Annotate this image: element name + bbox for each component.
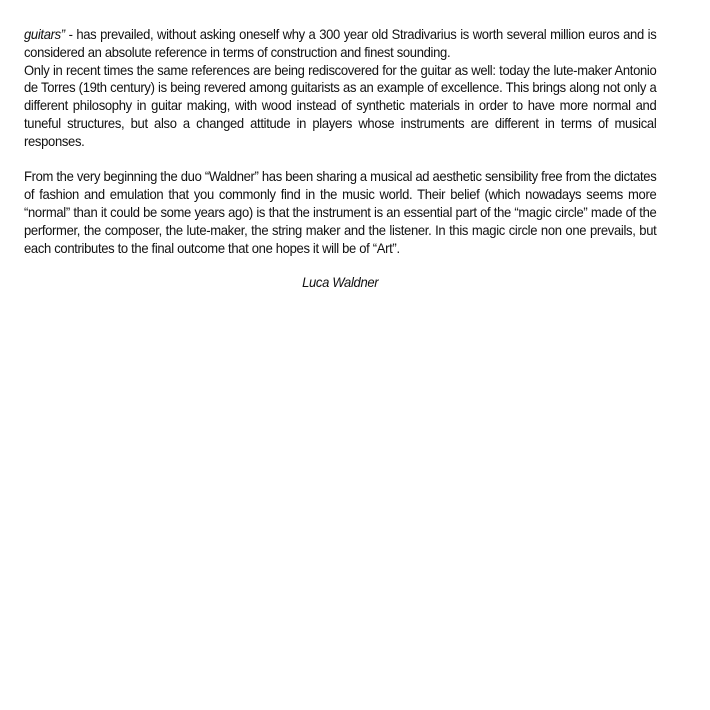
paragraph-duo-waldner: From the very beginning the duo “Waldner” has been sharing a musical ad aesthetic sensibility free from the dictates of fashion and emulation that you commonly find in the music world. Their belief (which nowadays seems more “normal” than it could be some years ago) is that the instrument is an essential part of the “magic circle” made of the performer, the composer, the lute-maker, the string maker and the listener. In this magic circle non one prevails, but each contributes to the final outcome that one hopes it will be of “Art”. <box>24 168 657 256</box>
italic-lead-text: guitars” <box>24 26 65 42</box>
paragraph-prevailed <box>24 26 656 62</box>
paragraph-prevailed-text: - has prevailed, without asking oneself why a 300 year old Stradivarius is worth several million euros and is considered an absolute reference in terms of construction and finest sounding. <box>24 26 657 60</box>
paragraph-torres: Only in recent times the same references are being rediscovered for the guitar as well: today the lute-maker Antonio de Torres (19th century) is being revered among guitarists as an example of excellence. This brings along not only a different philosophy in guitar making, with wood instead of synthetic materials in order to have more normal and tuneful structures, but also a changed attitude in players whose instruments are different in terms of musical responses. <box>24 61 657 149</box>
document-page <box>24 26 656 292</box>
paragraph-gap <box>24 151 656 169</box>
author-signature: Luca Waldner <box>302 274 379 291</box>
